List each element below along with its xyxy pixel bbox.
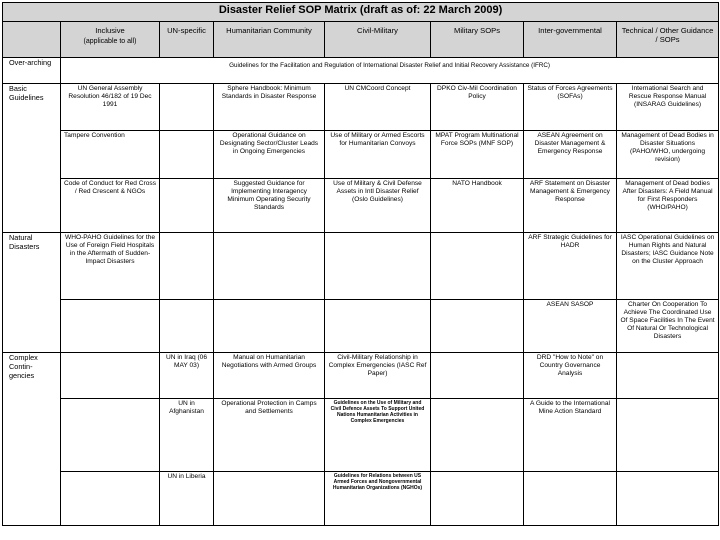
cell-natural-2-inclusive — [61, 300, 160, 353]
cell-basic-3-military: NATO Handbook — [431, 179, 524, 233]
cell-natural-2-humanitarian — [214, 300, 325, 353]
cell-basic-2-un-specific — [160, 131, 214, 179]
row-label-complex: Complex Contin-gencies — [3, 353, 61, 526]
cell-basic-3-technical: Management of Dead bodies After Disasters: A Field Manual for First Responders (WHO/PAHO) — [617, 179, 719, 233]
cell-basic-2-civil-military: Use of Military or Armed Escorts for Humanitarian Convoys — [325, 131, 431, 179]
cell-natural-2-un-specific — [160, 300, 214, 353]
cell-natural-1-humanitarian — [214, 233, 325, 300]
cell-natural-2-intergov: ASEAN SASOP — [524, 300, 617, 353]
matrix-title: Disaster Relief SOP Matrix (draft as of: 22 March 2009) — [3, 3, 719, 22]
cell-basic-1-humanitarian: Sphere Handbook: Minimum Standards in Disaster Response — [214, 84, 325, 131]
header-civil-military: Civil-Military — [325, 22, 431, 58]
header-inclusive — [61, 22, 160, 58]
cell-complex-3-un-specific: UN in Liberia — [160, 472, 214, 526]
cell-basic-1-military: DPKO Civ-Mil Coordination Policy — [431, 84, 524, 131]
cell-complex-2-intergov: A Guide to the International Mine Action Standard — [524, 399, 617, 472]
row-label-basic: Basic Guidelines — [3, 84, 61, 233]
cell-natural-1-technical: IASC Operational Guidelines on Human Rights and Natural Disasters; IASC Guidance Note on the Cluster Approach — [617, 233, 719, 300]
cell-complex-2-inclusive — [61, 399, 160, 472]
cell-basic-1-inclusive: UN General Assembly Resolution 46/182 of 19 Dec 1991 — [61, 84, 160, 131]
cell-basic-2-military: MPAT Program Multinational Force SOPs (MNF SOP) — [431, 131, 524, 179]
cell-complex-3-inclusive — [61, 472, 160, 526]
cell-complex-1-civil-military: Civil-Military Relationship in Complex Emergencies (IASC Ref Paper) — [325, 353, 431, 399]
complex-row-2 — [3, 399, 719, 472]
cell-basic-2-technical: Management of Dead Bodies in Disaster Situations (PAHO/WHO, undergoing revision) — [617, 131, 719, 179]
cell-basic-3-un-specific — [160, 179, 214, 233]
cell-basic-2-intergov: ASEAN Agreement on Disaster Management & Emergency Response — [524, 131, 617, 179]
header-corner — [3, 22, 61, 58]
header-un-specific: UN-specific — [160, 22, 214, 58]
cell-natural-1-military — [431, 233, 524, 300]
cell-natural-2-civil-military — [325, 300, 431, 353]
cell-basic-2-humanitarian: Operational Guidance on Designating Sector/Cluster Leads in Ongoing Emergencies — [214, 131, 325, 179]
cell-complex-3-humanitarian — [214, 472, 325, 526]
ifrc-guidelines-cell: Guidelines for the Facilitation and Regulation of International Disaster Relief and Initial Recovery Assistance (IFRC) — [61, 58, 719, 84]
header-military: Military SOPs — [431, 22, 524, 58]
header-row — [3, 22, 719, 58]
cell-complex-2-military — [431, 399, 524, 472]
cell-complex-1-intergov: DRD "How to Note" on Country Governance Analysis — [524, 353, 617, 399]
header-intergov: Inter-governmental — [524, 22, 617, 58]
cell-complex-3-military — [431, 472, 524, 526]
cell-natural-2-technical: Charter On Cooperation To Achieve The Coordinated Use Of Space Facilities In The Event Of Natural Or Technological Disasters — [617, 300, 719, 353]
cell-complex-2-humanitarian: Operational Protection in Camps and Settlements — [214, 399, 325, 472]
cell-complex-2-un-specific: UN in Afghanistan — [160, 399, 214, 472]
cell-natural-1-intergov: ARF Strategic Guidelines for HADR — [524, 233, 617, 300]
title-row — [3, 3, 719, 22]
cell-complex-1-humanitarian: Manual on Humanitarian Negotiations with Armed Groups — [214, 353, 325, 399]
complex-row-3 — [3, 472, 719, 526]
cell-complex-2-technical — [617, 399, 719, 472]
natural-row-1 — [3, 233, 719, 300]
cell-complex-1-inclusive — [61, 353, 160, 399]
header-inclusive-sub: (applicable to all) — [83, 38, 137, 46]
basic-row-1 — [3, 84, 719, 131]
cell-basic-3-humanitarian: Suggested Guidance for Implementing Interagency Minimum Operating Security Standards — [214, 179, 325, 233]
cell-basic-1-technical: International Search and Rescue Response Manual (INSARAG Guidelines) — [617, 84, 719, 131]
row-label-natural: Natural Disasters — [3, 233, 61, 353]
basic-row-3 — [3, 179, 719, 233]
cell-complex-2-civil-military: Guidelines on the Use of Military and Civil Defence Assets To Support United Nations Humanitarian Activities in Complex Emergencies — [325, 399, 431, 472]
cell-complex-1-military — [431, 353, 524, 399]
basic-row-2 — [3, 131, 719, 179]
sop-matrix-table — [2, 2, 719, 526]
cell-complex-1-un-specific: UN in Iraq (06 MAY 03) — [160, 353, 214, 399]
cell-natural-2-military — [431, 300, 524, 353]
cell-basic-1-un-specific — [160, 84, 214, 131]
overarching-row — [3, 58, 719, 84]
cell-natural-1-civil-military — [325, 233, 431, 300]
cell-basic-3-inclusive: Code of Conduct for Red Cross / Red Crescent & NGOs — [61, 179, 160, 233]
natural-row-2 — [3, 300, 719, 353]
sop-matrix-slide — [2, 2, 718, 522]
cell-natural-1-inclusive: WHO-PAHO Guidelines for the Use of Foreign Field Hospitals in the Aftermath of Sudden-Impact Disasters — [61, 233, 160, 300]
cell-basic-3-civil-military: Use of Military & Civil Defense Assets in Intl Disaster Relief (Oslo Guidelines) — [325, 179, 431, 233]
header-inclusive-label: Inclusive — [95, 26, 125, 35]
header-humanitarian: Humanitarian Community — [214, 22, 325, 58]
cell-basic-2-inclusive: Tampere Convention — [61, 131, 160, 179]
complex-row-1 — [3, 353, 719, 399]
cell-complex-3-civil-military: Guidelines for Relations between US Armed Forces and Nongovernmental Humanitarian Organizations (NGHOs) — [325, 472, 431, 526]
cell-complex-1-technical — [617, 353, 719, 399]
cell-basic-1-civil-military: UN CMCoord Concept — [325, 84, 431, 131]
cell-basic-1-intergov: Status of Forces Agreements (SOFAs) — [524, 84, 617, 131]
cell-complex-3-intergov — [524, 472, 617, 526]
cell-complex-3-technical — [617, 472, 719, 526]
cell-natural-1-un-specific — [160, 233, 214, 300]
header-technical: Technical / Other Guidance / SOPs — [617, 22, 719, 58]
row-label-overarching: Over-arching — [3, 58, 61, 84]
cell-basic-3-intergov: ARF Statement on Disaster Management & Emergency Response — [524, 179, 617, 233]
